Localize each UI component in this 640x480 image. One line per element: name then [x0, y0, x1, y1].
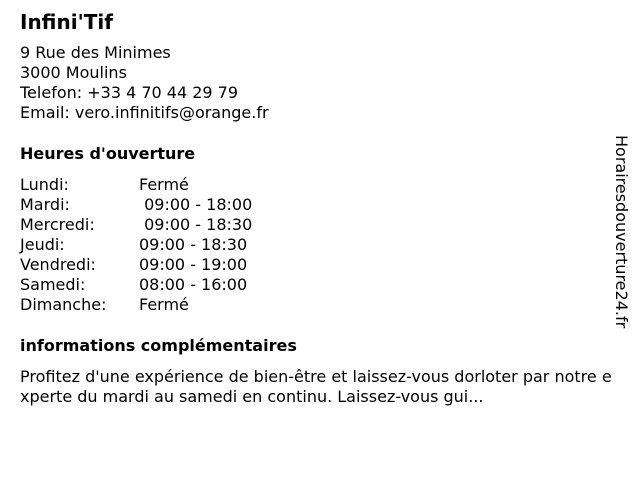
address-line-street: 9 Rue des Minimes — [20, 43, 171, 62]
day-hours: 09:00 - 18:30 — [139, 215, 253, 234]
opening-hours-list — [20, 175, 615, 315]
additional-info-title: informations complémentaires — [20, 336, 297, 355]
day-label: Lundi: — [20, 175, 69, 194]
day-hours: 09:00 - 19:00 — [139, 255, 248, 274]
hours-row-saturday — [20, 275, 615, 295]
hours-row-sunday — [20, 295, 615, 315]
email-address: Email: vero.infinitifs@orange.fr — [20, 103, 269, 122]
opening-hours-title: Heures d'ouverture — [20, 144, 196, 163]
day-hours: 08:00 - 16:00 — [139, 275, 248, 294]
hours-row-tuesday — [20, 195, 615, 215]
day-label: Vendredi: — [20, 255, 96, 274]
additional-info-text: Profitez d'une expérience de bien-être et laissez-vous dorloter par notre experte du mardi au samedi en continu. Laissez-vous gui... — [20, 367, 612, 406]
business-card — [20, 10, 615, 407]
business-name: Infini'Tif — [20, 10, 113, 34]
hours-row-thursday — [20, 235, 615, 255]
hours-row-wednesday — [20, 215, 615, 235]
day-hours: Fermé — [139, 295, 189, 314]
day-label: Dimanche: — [20, 295, 107, 314]
address-line-city: 3000 Moulins — [20, 63, 127, 82]
day-label: Samedi: — [20, 275, 86, 294]
day-label: Mardi: — [20, 195, 70, 214]
day-hours: Fermé — [139, 175, 189, 194]
day-label: Jeudi: — [20, 235, 65, 254]
day-hours: 09:00 - 18:30 — [139, 235, 248, 254]
phone-number: Telefon: +33 4 70 44 29 79 — [20, 83, 239, 102]
site-watermark: Horairesdouverture24.fr — [612, 135, 631, 329]
day-hours: 09:00 - 18:00 — [139, 195, 253, 214]
hours-row-monday — [20, 175, 615, 195]
hours-row-friday — [20, 255, 615, 275]
day-label: Mercredi: — [20, 215, 95, 234]
